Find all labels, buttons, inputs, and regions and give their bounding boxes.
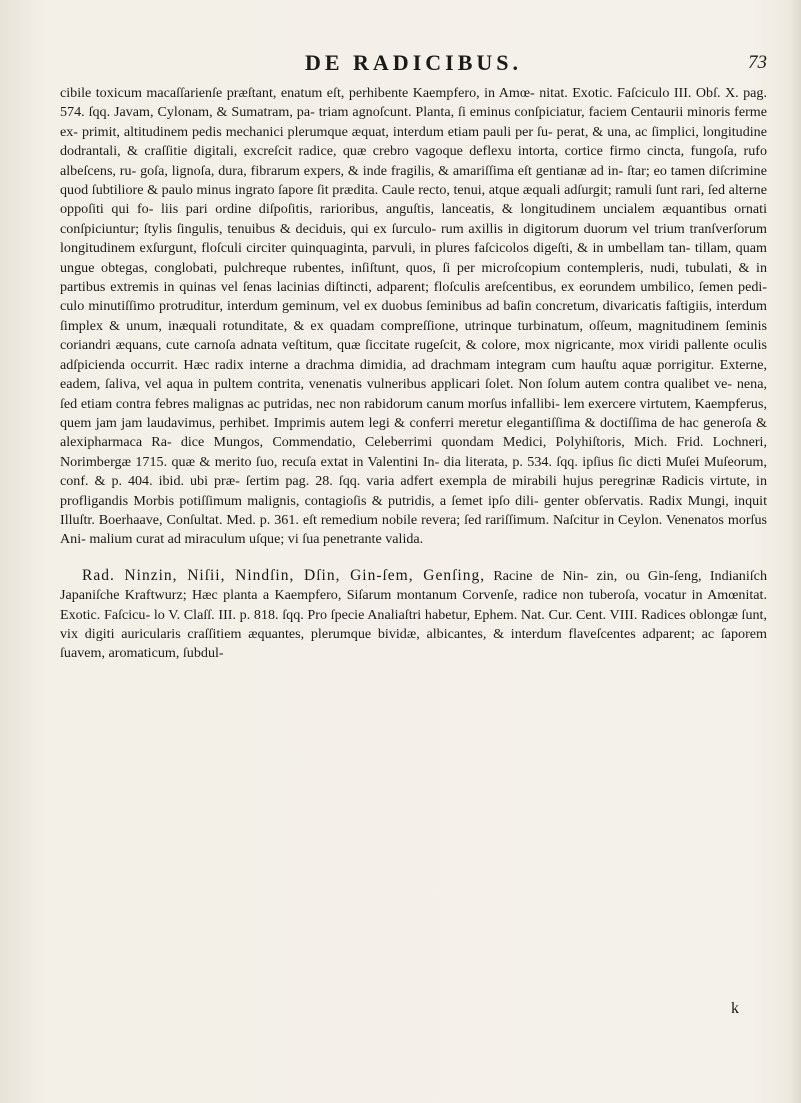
text-line: pultem contrita, venenatis vulneribus applicari ſolet. Non ſolum autem contra qualibet ve-: [213, 376, 733, 393]
text-line: lacinias diſtincti, adparent; floſculis areſcentibus, ex eorundem umbilico, ſemen pedi-: [276, 279, 767, 296]
entry-paragraph: [60, 566, 767, 664]
text-line: legi & conferri meretur elegantiſſima & doctiſſima de hac generoſa & alexipharmaca Ra-: [60, 414, 768, 451]
entry-line: zin, ou Gin-ſeng, Indianiſch Japaniſche Kraftwurz; Hæc planta a Kaempfero,: [60, 567, 767, 604]
text-line: primit, altitudinem pedis mechanici plerumque æquat, interdum etiam pauli per ſu-: [81, 123, 553, 140]
entry-heading: Rad. Ninzin, Niſii, Nindſin, Dſin, Gin-ſem, Genſing,: [82, 566, 486, 584]
entry-line: Siſarum montanum Corvenſe, radice non tuberoſa, vocatur in Amœnitat. Exotic. Faſcicu-: [60, 587, 767, 623]
text-line: rum axillis in digitorum duorum vel trium tranſverſorum longitudinem exſurgunt,: [60, 220, 767, 257]
text-line: quæ crebro vagoque deflexu intorta, cortice firmo cincta, fungoſa, rufo albeſcens, ru-: [60, 143, 767, 179]
text-line: cibile toxicum macaſſarienſe præſtant, enatum eſt, perhibente Kaempfero, in Amœ-: [60, 85, 535, 101]
text-line: mox viridi pallente oculis adſpicienda occurrit. Hæc radix interne a drachma dimidia,: [60, 337, 767, 373]
text-line: æquantibus ornati conſpiciuntur; ſtylis ſingulis, tenuibus & deciduis, qui ex ſurculo-: [60, 201, 768, 237]
page-header: [60, 50, 767, 84]
text-line: dice Mungos, Commendatio, Celeberrimi quondam Medici, Polyhiſtoris, Mich. Frid.: [180, 434, 704, 451]
entry-line: Radices oblongæ ſunt, vix digiti auricularis craſſitiem æquantes, plerumque bividæ,: [60, 606, 767, 642]
text-line: quadam compreſſione, utrinque turbinatum, oſſeum, magnitudinem ſeminis coriandri: [60, 317, 767, 354]
entry-line: Racine de Nin-: [485, 567, 589, 584]
text-line: ſtar; eo tamen diſcrimine quod ſubtiliore & paulo minus ingrato ſapore ſit prædita.: [60, 162, 767, 199]
text-line: ſertim pag. 28. ſqq. varia adfert exempla de mirabili hujus peregrinæ Radicis virtute,: [245, 473, 751, 490]
text-line: perat, & una, ac ſimplici, longitudine dodrantali, & craſſitie digitali, excreſcit radice,: [60, 123, 767, 160]
text-line: Lochneri, Norimbergæ 1715. quæ & merito ſuo, recuſa extat in Valentini In-: [60, 434, 767, 470]
text-line: nitat. Exotic. Faſciculo III. Obſ. X. pag. 574. ſqq. Javam, Cylonam, & Sumatram, pa-: [60, 85, 767, 121]
text-line: æquans, cute carnoſa adnata veſtitum, quæ ſiccitate rugeſcit, & colore, mox nigricante,: [115, 337, 615, 354]
text-line: microſcopium contempleris, nudi, tubulati, & in partibus extremis in quinas vel ſenas: [60, 259, 767, 296]
text-line: in profligandis Morbis potiſſimum malignis, contagioſis & putridis, a ſemet ipſo dili-: [60, 473, 768, 509]
entry-line: albicantes, & interdum flaveſcentes adparent; ac ſaporem ſuavem, aromaticum, ſubdul-: [60, 625, 767, 662]
text-line: malium curat ad miraculum uſque; vi ſua penetrante valida.: [89, 531, 424, 548]
text-line: dia literata, p. 534. ſqq. ipſius ſic dicti Muſei Muſeorum, conf. & p. 404. ibid. ubi præ-: [60, 453, 768, 490]
text-line: floſculi circiter quinquaginta, parvuli, in plures faſcicolos digeſti, & in umbellam tan-: [201, 240, 691, 257]
entry-line: lo V. Claſſ. III. p. 818. ſqq. Pro ſpecie Analiaſtri habetur, Ephem. Nat. Cur. Cent. VIII.: [153, 606, 638, 623]
page-edge-shadow: [789, 0, 801, 1103]
catchword: k: [731, 1000, 739, 1017]
page-number: 73: [748, 52, 767, 73]
text-line: tillam, quam ungue obtegas, conglobati, pulchreque rubentes, inſiſtunt, quos, ſi per: [60, 240, 767, 276]
text-line: goſa, lignoſa, dura, fibrarum expers, & inde fragilis, & amariſſima eſt gentianæ ad in-: [140, 162, 624, 179]
text-line: ad drachmam integram cum hauſtu aquæ porrigitur. Externe, eadem, ſaliva, vel aqua in: [60, 356, 767, 393]
text-line: eſt remedium nobile revera; ſed rariſſimum. Naſcitur in Ceylon. Venenatos morſus Ani-: [60, 511, 767, 548]
running-head: DE RADICIBUS.: [304, 50, 523, 75]
text-line: triam agnoſcunt. Planta, ſi eminus conſpiciatur, faciem Centaurii minoris ferme ex-: [60, 104, 768, 140]
text-line: concretum, divaricatis faſtigiis, interdum ſimplex & unum, inæquali rotunditate, & ex: [60, 298, 767, 334]
text-line: lem exercere virtutem, Kaempferus, quem jam jam laudavimus, perhibet. Imprimis autem: [60, 395, 767, 431]
text-line: nena, ſed etiam contra febres malignas ac putridas, nec non rabidorum canum morſus infallibi-: [60, 376, 767, 412]
text-line: liis pari ordine diſpoſitis, rarioribus, anguſtis, lanceatis, & longitudinem uncialem: [160, 201, 655, 218]
body-text: [60, 84, 767, 550]
text-line: culo minutiſſimo protruditur, interdum geminum, vel ex duobus ſeminibus ad baſin: [60, 298, 532, 315]
text-line: Caule recto, tenui, atque æquali adſurgit; ramuli ſunt rari, ſed alterne oppoſiti qui fo-: [60, 182, 767, 218]
text-line: genter obſervatis. Radix Mungi, inquit Illuſtr. Boerhaave, Conſultat. Med. p. 361.: [60, 492, 767, 528]
